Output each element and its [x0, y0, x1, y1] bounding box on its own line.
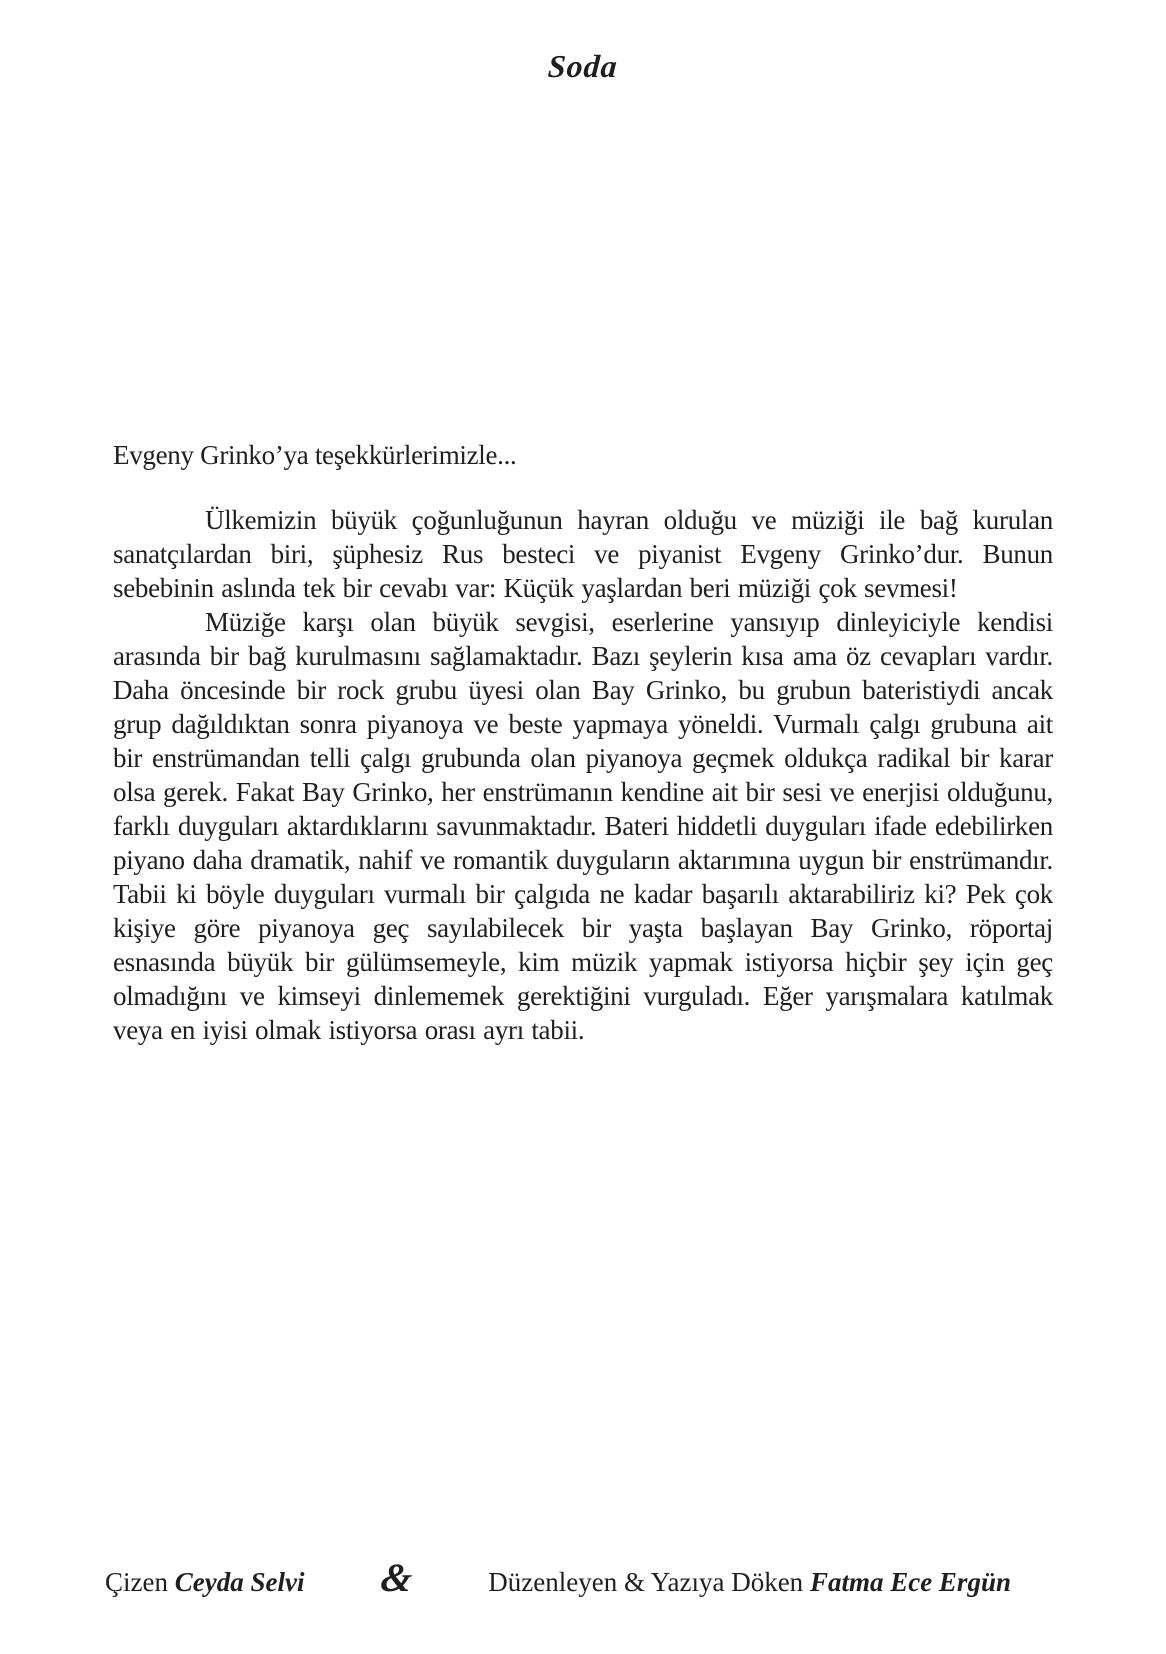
article-paragraph-2: Müziğe karşı olan büyük sevgisi, eserlerine yansıyıp dinleyiciyle kendisi arasında bir bağ kurulmasını sağlamaktadır. Bazı şeylerin kısa ama öz cevapları vardır. Daha öncesinde bir rock grubu üyesi olan Bay Grinko, bu grubun bateristiydi ancak grup dağıldıktan sonra piyanoya ve beste yapmaya yöneldi. Vurmalı çalgı grubuna ait bir enstrümandan telli çalgı grubunda olan piyanoya geçmek oldukça radikal bir karar olsa gerek. Fakat Bay Grinko, her enstrümanın kendine ait bir sesi ve enerjisi olduğunu, farklı duyguları aktardıklarını savunmaktadır. Bateri hiddetli duyguları ifade edebilirken piyano daha dramatik, nahif ve romantik duyguların aktarımına uygun bir enstrümandır. Tabii ki böyle duyguları vurmalı bir çalgıda ne kadar başarılı aktarabiliriz ki? Pek çok kişiye göre piyanoya geç sayılabilecek bir yaşta başlayan Bay Grinko, röportaj esnasında büyük bir gülümsemeyle, kim müzik yapmak istiyorsa hiçbir şey için geç olmadığını ve kimseyi dinlememek gerektiğini vurguladı. Eğer yarışmalara katılmak veya en iyisi olmak istiyorsa orası ayrı tabii.: [113, 607, 1053, 1045]
page-header: [0, 50, 1166, 82]
ampersand-separator: &: [378, 1555, 415, 1600]
credit-editor-label: Düzenleyen & Yazıya Döken: [488, 1567, 804, 1597]
article-body: [113, 438, 1053, 1047]
credits-footer: [105, 1552, 1011, 1604]
credit-editor: [488, 1565, 1011, 1600]
dedication-line: Evgeny Grinko’ya teşekkürlerimizle...: [113, 440, 517, 470]
credit-illustrator: [105, 1565, 304, 1600]
credit-illustrator-name: Ceyda Selvi: [174, 1567, 305, 1597]
credit-illustrator-label: Çizen: [105, 1567, 168, 1597]
credit-editor-name: Fatma Ece Ergün: [809, 1567, 1011, 1597]
magazine-title: Soda: [546, 48, 620, 84]
article-paragraph-1: Ülkemizin büyük çoğunluğunun hayran olduğu ve müziği ile bağ kurulan sanatçılardan biri, şüphesiz Rus besteci ve piyanist Evgeny Grinko’dur. Bunun sebebinin aslında tek bir cevabı var: Küçük yaşlardan beri müziği çok sevmesi!: [113, 505, 1053, 603]
